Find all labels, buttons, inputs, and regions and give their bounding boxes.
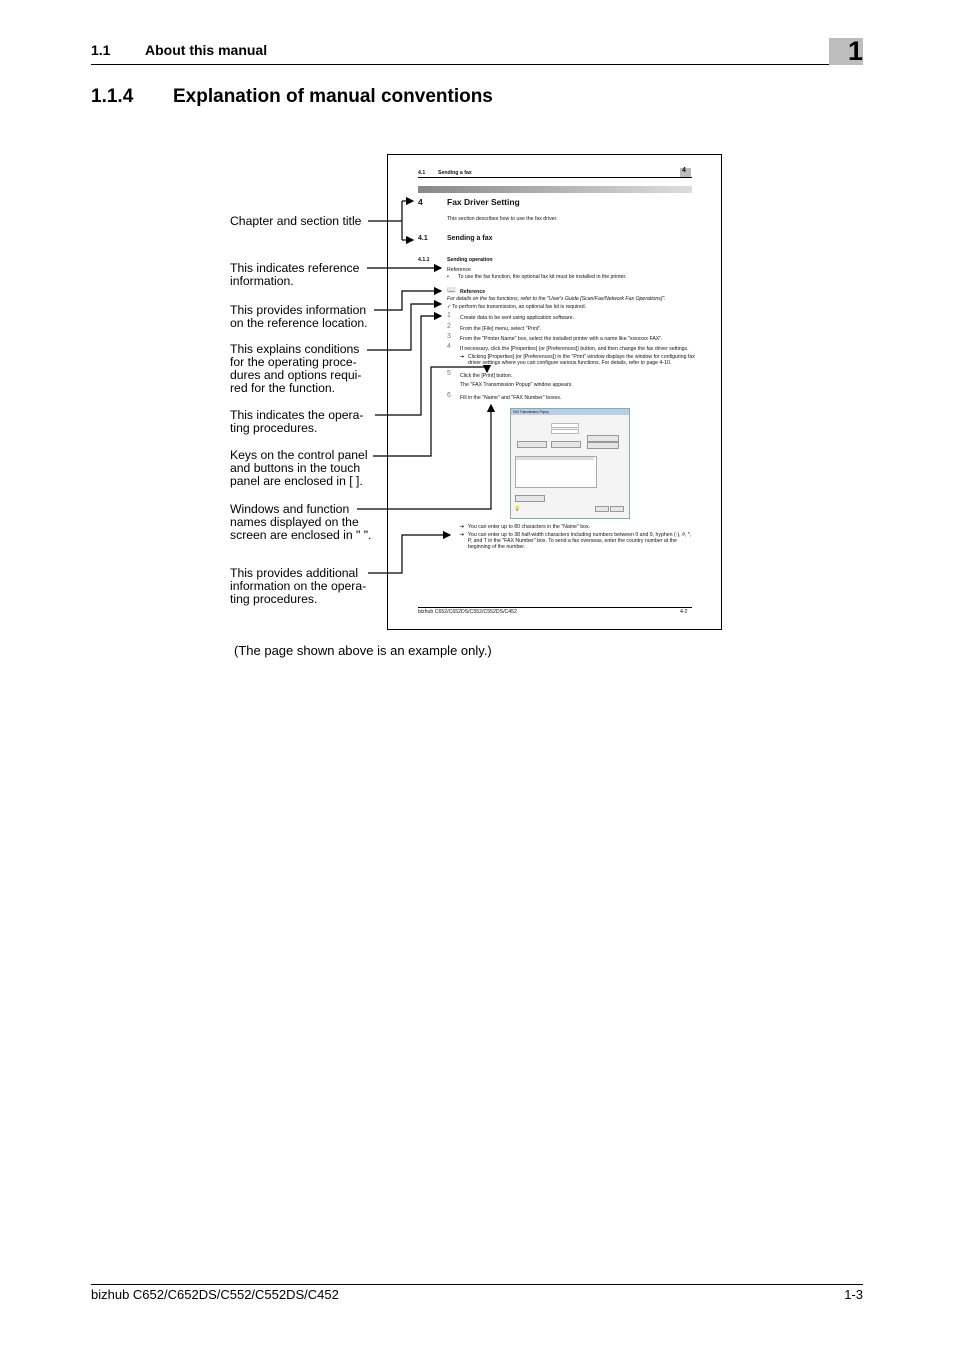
label-keys: Keys on the control panel	[230, 448, 368, 462]
arrow-icon: ➔	[460, 354, 465, 360]
example-header-title: Sending a fax	[438, 170, 472, 176]
example-step-number: 4	[447, 343, 451, 350]
example-subsection-number: 4.1.1	[418, 257, 430, 263]
example-step-text: Fill in the "Name" and "FAX Number" boxes.	[460, 395, 562, 401]
label-reference-location: on the reference location.	[230, 316, 368, 330]
example-reference-bullet: To use the fax function, the optional fax kit must be installed in the printer.	[458, 274, 627, 280]
header-section-title: About this manual	[145, 42, 268, 58]
example-condition: To perform fax transmission, an optional fax kit is required.	[452, 304, 587, 310]
footer-rule	[91, 1284, 863, 1285]
example-footer-model: bizhub C652/C652DS/C552/C552DS/C452	[418, 609, 517, 615]
example-note: You can enter up to 38 half-width characters including numbers between 0 and 9, hyphen (-), #, *,	[468, 532, 692, 538]
label-windows: screen are enclosed in " ".	[230, 528, 372, 542]
label-reference-info: This indicates reference	[230, 261, 360, 275]
example-reference-bullet-mark: •	[447, 274, 449, 280]
example-step-text: Click the [Print] button.	[460, 373, 513, 379]
label-reference-location: This provides information	[230, 303, 367, 317]
section-heading-number: 1.1.4	[91, 86, 134, 107]
example-step-number: 5	[447, 370, 451, 377]
callout-arrow-conditions	[367, 304, 441, 350]
arrow-icon: ➔	[460, 524, 465, 530]
example-step4-note: Clicking [Properties] (or [Preferences]) in the "Print" window displays the window for configuring fax	[468, 354, 695, 360]
example-chapter-title: Fax Driver Setting	[447, 197, 520, 207]
example-subsection-title: Sending operation	[447, 257, 493, 263]
dialog-title: FAX Transmission Popup	[513, 410, 549, 414]
check-icon: ✓	[447, 304, 452, 310]
example-chapter-intro: This section describes how to use the fax driver.	[447, 216, 558, 222]
label-additional: ting procedures.	[230, 592, 318, 606]
example-step4-note: driver settings where you can configure various functions. For details, refer to page 4-10.	[468, 360, 672, 366]
example-step-text: Create data to be sent using application software.	[460, 315, 574, 321]
label-chapter-section: Chapter and section title	[230, 214, 362, 228]
label-conditions: dures and options requi-	[230, 368, 362, 382]
example-step-number: 1	[447, 312, 451, 319]
example-section-title: Sending a fax	[447, 235, 493, 242]
chapter-number: 1	[847, 36, 863, 66]
example-header-number: 4.1	[418, 170, 426, 176]
label-conditions: red for the function.	[230, 381, 336, 395]
label-keys: and buttons in the touch	[230, 461, 361, 475]
label-windows: names displayed on the	[230, 515, 359, 529]
example-note: You can enter up to 80 characters in the "Name" box.	[468, 524, 591, 530]
lightbulb-icon: 💡	[514, 506, 521, 512]
example-note: P, and T in the "FAX Number" box. To send a fax overseas, enter the country number at the	[468, 538, 677, 544]
callout-arrow-windows	[357, 405, 491, 509]
example-step-text: From the "Printer Name" box, select the installed printer with a name like "xxxxxxx FAX".	[460, 336, 663, 342]
example-note: beginning of the number.	[468, 544, 526, 550]
example-reference-heading: Reference	[447, 267, 471, 273]
label-conditions: for the operating proce-	[230, 355, 357, 369]
header-section-number: 1.1	[91, 42, 111, 58]
arrow-icon: ➔	[460, 532, 465, 538]
label-windows: Windows and function	[230, 502, 350, 516]
example-step-text: From the [File] menu, select "Print".	[460, 326, 542, 332]
example-footer-page: 4-2	[680, 609, 688, 615]
example-reference-icon-label: Reference	[460, 289, 486, 295]
example-step-number: 6	[447, 392, 451, 399]
label-conditions: This explains conditions	[230, 342, 360, 356]
example-section-number: 4.1	[418, 235, 428, 242]
example-step-number: 3	[447, 333, 451, 340]
example-step5-result: The "FAX Transmission Popup" window appears.	[460, 382, 573, 388]
example-chapter-number: 4	[418, 197, 423, 207]
figure-caption: (The page shown above is an example only.)	[234, 643, 492, 658]
footer-page-number: 1-3	[844, 1287, 863, 1302]
label-additional: This provides additional	[230, 566, 359, 580]
example-chapter-tab-number: 4	[682, 167, 686, 174]
label-procedures: This indicates the opera-	[230, 408, 364, 422]
label-procedures: ting procedures.	[230, 421, 318, 435]
callout-arrow-keys	[373, 367, 487, 456]
callout-arrow-reference-location	[374, 291, 441, 310]
section-heading-title: Explanation of manual conventions	[173, 86, 493, 107]
label-keys: panel are enclosed in [ ].	[230, 474, 363, 488]
book-icon: 📖	[447, 287, 456, 294]
example-reference-location: For details on the fax functions, refer to the "User's Guide [Scan/Fax/Network Fax Operations]".	[447, 296, 666, 302]
label-additional: information on the opera-	[230, 579, 367, 593]
footer-model: bizhub C652/C652DS/C552/C552DS/C452	[91, 1287, 339, 1302]
label-reference-info: information.	[230, 274, 294, 288]
callout-arrow-additional	[368, 535, 450, 573]
example-step-text: If necessary, click the [Properties] (or [Preferences]) button, and then change the fax driver settings.	[460, 346, 689, 352]
example-step-number: 2	[447, 323, 451, 330]
